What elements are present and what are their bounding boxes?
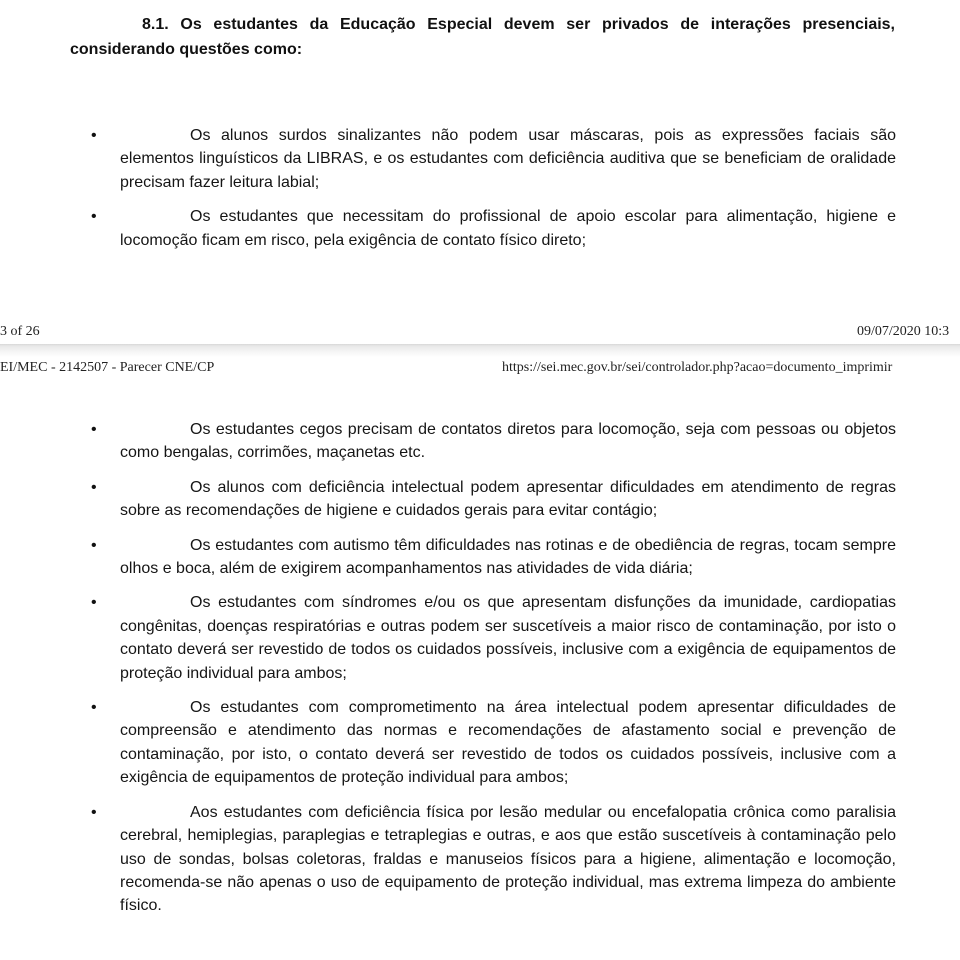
section-heading: 8.1. Os estudantes da Educação Especial devem ser privados de interações presenciais, considerando questões como:	[70, 16, 895, 58]
list-item-text: Aos estudantes com deficiência física por lesão medular ou encefalopatia crônica como paralisia cerebral, hemiplegias, paraplegias e tetraplegias e outras, e aos que estão suscetíveis à contaminação pelo uso de sondas, bolsas coletoras, fraldas e manuseios físicos para a higiene, alimentação e locomoção, recomenda-se não apenas o uso de equipamento de proteção individual, mas extrema limpeza do ambiente físico.	[120, 803, 896, 915]
bullet-icon: •	[91, 421, 97, 438]
list-item	[86, 205, 896, 252]
list-item-text: Os estudantes que necessitam do profissional de apoio escolar para alimentação, higiene e locomoção ficam em risco, pela exigência de contato físico direto;	[120, 208, 896, 249]
page-indicator: 3 of 26	[0, 324, 40, 339]
page-header	[0, 357, 960, 381]
upper-bullet-list	[86, 124, 896, 252]
list-item	[86, 696, 896, 790]
list-item	[86, 591, 896, 685]
list-item	[86, 801, 896, 918]
document-page-upper	[0, 0, 960, 300]
list-item-text: Os estudantes cegos precisam de contatos diretos para locomoção, seja com pessoas ou objetos como bengalas, corrimões, maçanetas etc.	[120, 421, 896, 462]
list-item	[86, 124, 896, 194]
list-item-text: Os estudantes com comprometimento na área intelectual podem apresentar dificuldades de compreensão e atendimento das normas e recomendações de afastamento social e prevenção de contaminação, por isto, o contato deverá ser revestido de todos os cuidados possíveis, inclusive com a exigência de equipamentos de proteção individual para ambos;	[120, 699, 896, 787]
document-page-lower	[0, 390, 960, 960]
bullet-icon: •	[91, 127, 97, 144]
document-source-label: EI/MEC - 2142507 - Parecer CNE/CP	[0, 360, 215, 375]
bullet-icon: •	[91, 208, 97, 226]
page-break-divider	[0, 344, 960, 357]
print-date-time: 09/07/2020 10:3	[857, 324, 950, 339]
lower-bullet-list	[86, 418, 896, 918]
bullet-icon: •	[91, 536, 97, 554]
bullet-icon: •	[91, 803, 97, 821]
list-item-text: Os alunos com deficiência intelectual podem apresentar dificuldades em atendimento de regras sobre as recomendações de higiene e cuidados gerais para evitar contágio;	[120, 478, 896, 520]
document-url[interactable]: https://sei.mec.gov.br/sei/controlador.php?acao=documento_imprimir	[502, 360, 893, 375]
bullet-icon: •	[91, 478, 97, 496]
bullet-icon: •	[91, 594, 97, 612]
list-item-text: Os alunos surdos sinalizantes não podem usar máscaras, pois as expressões faciais são elementos linguísticos da LIBRAS, e os estudantes com deficiência auditiva que se beneficiam de oralidade precisam fazer leitura labial;	[120, 127, 896, 191]
list-item-text: Os estudantes com autismo têm dificuldades nas rotinas e de obediência de regras, tocam sempre olhos e boca, além de exigirem acompanhamentos nas atividades de vida diária;	[120, 536, 896, 578]
list-item	[86, 534, 896, 581]
list-item	[86, 476, 896, 523]
page-footer	[0, 322, 960, 344]
list-item-text: Os estudantes com síndromes e/ou os que apresentam disfunções da imunidade, cardiopatias congênitas, doenças respiratórias e outras podem ser suscetíveis a maior risco de contaminação, por isto o contato deverá ser revestido de todos os cuidados possíveis, inclusive com a exigência de equipamentos de proteção individual para ambos;	[120, 594, 896, 682]
bullet-icon: •	[91, 699, 97, 717]
list-item	[86, 418, 896, 465]
